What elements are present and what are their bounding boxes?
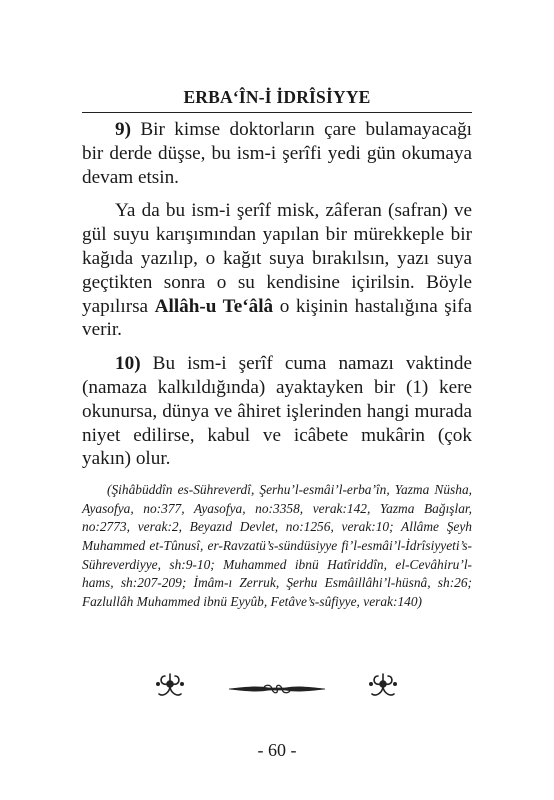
paragraph-9-text: Bir kimse doktorların çare bulamayacağı bir derde düşse, bu ism-i şerîfi yedi gün okumaya devam etsin. (82, 119, 472, 188)
paragraph-9 (82, 118, 472, 189)
paragraph-ink-text: Ya da bu ism-i şerîf misk, zâferan (safran) ve gül suyu karışımından yapılan bir mürekkeple bir kağıda yazılıp, o kağıt suya bırakılsın, yazı suya geçtikten sonra o su kendisine içirilsin. Böyle yapılırsa (82, 200, 472, 317)
divine-name-bold: Allâh-u Te‘âlâ (154, 295, 274, 317)
ornament-row (0, 668, 554, 708)
reference-note: (Şihâbüddîn es-Sühreverdî, Şerhu’l-esmâi’l-erba’în, Yazma Nüsha, Ayasofya, no:377, Ayasofya, no:3358, verak:142, Yazma Bağışlar, no:2773, verak:2, Beyazıd Devlet, no:1256, verak:10; Allâme Şeyh Muhammed et-Tûnusî, er-Ravzatü’s-sündüsiyye fi’l-esmâi’l-İdrîsiyyeti’s-Sühreverdiyye, sh:9-10; Muhammed ibnü Hatîriddîn, el-Cevâhiru’l-hams, sh:207-209; İmâm-ı Zerruk, Şerhu Esmâillâhi’l-hüsnâ, sh:26; Fazlullâh Muhammed ibnü Eyyûb, Fetâve’s-sûfiyye, verak:140) (82, 482, 472, 609)
page-number: - 60 - (257, 740, 297, 760)
floral-ornament-icon (370, 674, 396, 695)
scroll-divider-icon (229, 685, 325, 693)
paragraph-10-text: Bu ism-i şerîf cuma namazı vaktinde (namaza kalkıldığında) ayaktayken bir (1) kere okunursa, dünya ve âhiret işlerinden hangi murada niyet edilirse, kabul ve icâbete mukârin (çok yakın) olur. (82, 353, 472, 470)
header-rule (82, 112, 472, 113)
paragraph-ink-tail: o kişinin hastalığına şifa verir. (82, 295, 472, 341)
paragraph-10 (82, 352, 472, 471)
item-number-10: 10) (115, 353, 141, 375)
main-text (82, 118, 472, 611)
floral-ornament-icon (157, 674, 183, 695)
paragraph-ink (82, 199, 472, 342)
running-header: ERBA‘ÎN-İ İDRÎSİYYE (183, 87, 371, 107)
item-number-9: 9) (115, 119, 131, 140)
